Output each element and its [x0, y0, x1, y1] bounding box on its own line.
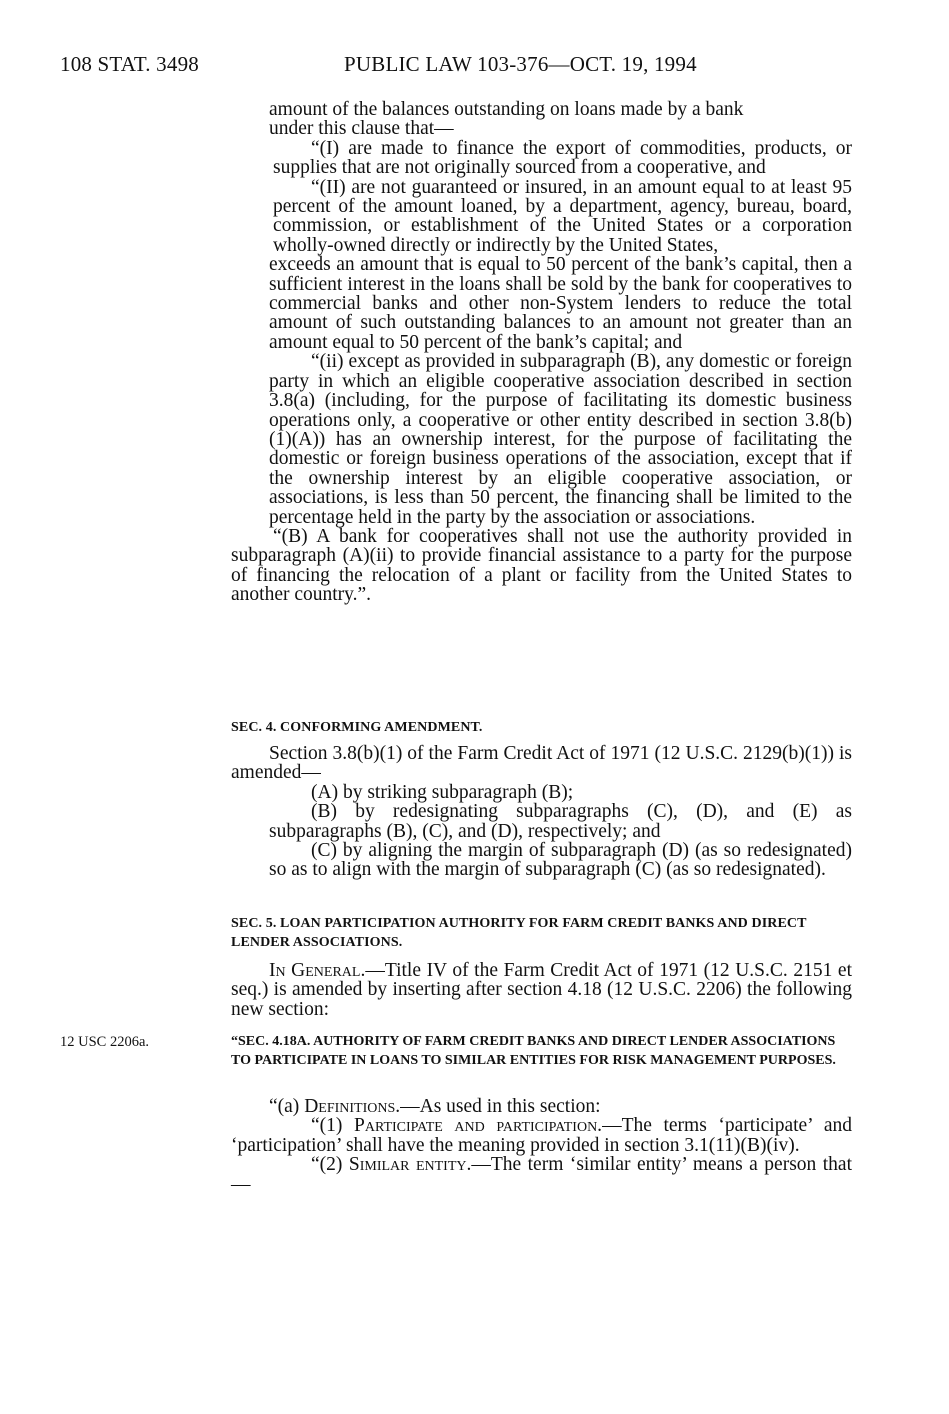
paragraph: In General.—Title IV of the Farm Credit Act of 1971 (12 U.S.C. 2151 et seq.) is amended by inserting after section 4.18 (12 U.S.C. 2206) the following new section:: [231, 960, 852, 1020]
clause-ii: “(ii) except as provided in subparagraph (B), any domestic or foreign party in which an eligible cooperative association described in section 3.8(a) (including, for the purpose of facilitating its domestic business operations only, a cooperative or other entity described in section 3.8(b)(1)(A)) has an ownership interest, for the purpose of facilitating the domestic or foreign business operations of the association, except that if the ownership interest by an eligible cooperative association, or associations, is less than 50 percent, the financing shall be limited to the percentage held in the party by the association or associations.: [269, 351, 852, 528]
section-5-body: [231, 961, 852, 1019]
subparagraph-B: “(B) A bank for cooperatives shall not use the authority provided in subparagraph (A)(ii) to provide financial assistance to a party for the purpose of financing the relocation of a plant or facility from the United States to another country.”.: [231, 525, 852, 606]
paragraph: Section 3.8(b)(1) of the Farm Credit Act of 1971 (12 U.S.C. 2129(b)(1)) is amended—: [231, 743, 852, 784]
statute-citation: 108 STAT. 3498: [60, 52, 199, 76]
item-B: (B) by redesignating subparagraphs (C), (D), and (E) as subparagraphs (B), (C), and (D), respectively; and: [269, 801, 852, 842]
item-C: (C) by aligning the margin of subparagraph (D) (as so redesignated) so as to align with the margin of subparagraph (C) (as so redesignated).: [269, 840, 852, 881]
section-heading: SEC. 5. LOAN PARTICIPATION AUTHORITY FOR FARM CREDIT BANKS AND DIRECT LENDER ASSOCIATIONS.: [231, 916, 807, 950]
section-4: [231, 718, 852, 737]
clause-II: “(II) are not guaranteed or insured, in an amount equal to at least 95 percent of the amount loaned, by a department, agency, bureau, board, commission, or establishment of the United States or a corporation wholly-owned directly or indirectly by the United States,: [273, 176, 852, 256]
public-law-title: PUBLIC LAW 103-376—OCT. 19, 1994: [344, 52, 697, 76]
definition-1: “(1) Participate and participation.—The terms ‘participate’ and ‘participation’ shall have the meaning provided in section 3.1(11)(B)(iv).: [231, 1115, 852, 1156]
paragraph: amount of the balances outstanding on loans made by a bank under this clause that—: [269, 99, 744, 140]
subsection-a: “(a) Definitions.—As used in this section:: [269, 1096, 601, 1117]
section-418a: [231, 1032, 852, 1070]
section-5-heading: [231, 914, 852, 952]
item-A: (A) by striking subparagraph (B);: [311, 781, 574, 803]
definition-2: “(2) Similar entity.—The term ‘similar entity’ means a person that—: [231, 1154, 852, 1195]
section-418a-body: [231, 1097, 852, 1194]
section-4-body: [231, 744, 852, 880]
section-heading: SEC. 4. CONFORMING AMENDMENT.: [231, 720, 483, 735]
main-text-column: [231, 100, 852, 605]
paragraph: exceeds an amount that is equal to 50 percent of the bank’s capital, then a sufficient interest in the loans shall be sold by the bank for cooperatives to commercial banks and other non-System lenders to reduce the total amount of such outstanding balances to an amount not greater than an amount equal to 50 percent of the bank’s capital; and: [269, 254, 852, 353]
clause-I: “(I) are made to finance the export of commodities, products, or supplies that are not originally sourced from a cooperative, and: [273, 137, 852, 179]
section-heading: “SEC. 4.18A. AUTHORITY OF FARM CREDIT BANKS AND DIRECT LENDER ASSOCIATIONS TO PARTICIPATE IN LOANS TO SIMILAR ENTITIES FOR RISK MANAGEMENT PURPOSES.: [231, 1034, 836, 1068]
margin-note: 12 USC 2206a.: [60, 1034, 150, 1050]
